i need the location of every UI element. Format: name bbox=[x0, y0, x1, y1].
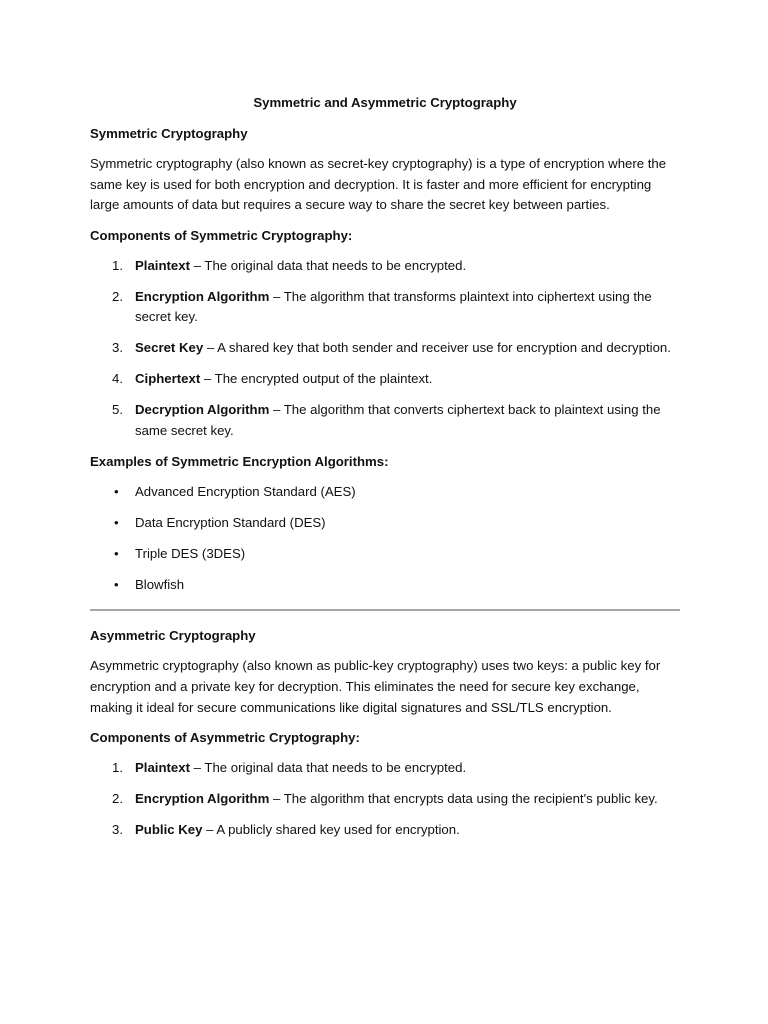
asymmetric-components-list bbox=[90, 758, 680, 841]
list-item bbox=[90, 758, 680, 779]
bullet-icon: • bbox=[114, 545, 119, 561]
document-body bbox=[90, 93, 680, 851]
term: Decryption Algorithm bbox=[135, 402, 270, 418]
list-item bbox=[90, 338, 680, 359]
term-description: – The encrypted output of the plaintext. bbox=[200, 371, 433, 387]
term: Secret Key bbox=[135, 340, 204, 356]
list-number: 5. bbox=[112, 402, 123, 418]
term-description: – A shared key that both sender and receiver use for encryption and decryption. bbox=[203, 340, 671, 356]
list-number: 4. bbox=[112, 371, 123, 387]
term-description: – The algorithm that encrypts data using the recipient's public key. bbox=[269, 791, 658, 807]
example-label: Data Encryption Standard (DES) bbox=[135, 514, 326, 530]
term-description: – The algorithm that transforms plaintext into ciphertext using the secret key. bbox=[135, 288, 652, 325]
document-title: Symmetric and Asymmetric Cryptography bbox=[253, 95, 517, 110]
term: Plaintext bbox=[135, 257, 190, 273]
term-description: – The original data that needs to be encrypted. bbox=[189, 760, 467, 776]
symmetric-examples-heading: Examples of Symmetric Encryption Algorithms: bbox=[90, 453, 389, 469]
symmetric-components-list bbox=[90, 256, 680, 442]
term: Encryption Algorithm bbox=[135, 288, 270, 304]
example-label: Triple DES (3DES) bbox=[135, 545, 246, 561]
term-description: – The original data that needs to be encrypted. bbox=[189, 257, 467, 273]
list-number: 1. bbox=[112, 257, 123, 273]
list-number: 1. bbox=[112, 760, 123, 776]
term-description: – A publicly shared key used for encryption. bbox=[202, 822, 460, 838]
symmetric-heading: Symmetric Cryptography bbox=[90, 126, 248, 141]
asymmetric-components-heading: Components of Asymmetric Cryptography: bbox=[90, 730, 360, 746]
list-number: 2. bbox=[112, 288, 123, 304]
example-label: Advanced Encryption Standard (AES) bbox=[135, 483, 356, 499]
example-label: Blowfish bbox=[135, 576, 185, 592]
list-item bbox=[90, 575, 680, 596]
section-divider bbox=[90, 609, 680, 611]
asymmetric-intro: Asymmetric cryptography (also known as public-key cryptography) uses two keys: a public key for encryption and a private key for decryption. This eliminates the need for secure key exchange, making it ideal for secure communications like digital signatures and SSL/TLS encryption. bbox=[90, 658, 661, 715]
list-item bbox=[90, 400, 680, 441]
term: Public Key bbox=[135, 822, 203, 838]
list-item bbox=[90, 482, 680, 503]
term: Plaintext bbox=[135, 760, 190, 776]
symmetric-intro: Symmetric cryptography (also known as secret-key cryptography) is a type of encryption where the same key is used for both encryption and decryption. It is faster and more efficient for encrypting large amounts of data but requires a secure way to share the secret key between parties. bbox=[90, 156, 667, 213]
list-item bbox=[90, 513, 680, 534]
list-item bbox=[90, 789, 680, 810]
list-item bbox=[90, 256, 680, 277]
list-number: 2. bbox=[112, 791, 123, 807]
list-item bbox=[90, 287, 680, 328]
symmetric-examples-list bbox=[90, 482, 680, 596]
list-number: 3. bbox=[112, 340, 123, 356]
asymmetric-heading: Asymmetric Cryptography bbox=[90, 628, 256, 644]
list-item bbox=[90, 820, 680, 841]
list-item bbox=[90, 369, 680, 390]
bullet-icon: • bbox=[114, 483, 119, 499]
list-item bbox=[90, 544, 680, 565]
term: Ciphertext bbox=[135, 371, 201, 387]
bullet-icon: • bbox=[114, 514, 119, 530]
bullet-icon: • bbox=[114, 576, 119, 592]
list-number: 3. bbox=[112, 822, 123, 838]
symmetric-components-heading: Components of Symmetric Cryptography: bbox=[90, 227, 353, 243]
term: Encryption Algorithm bbox=[135, 791, 270, 807]
term-description: – The algorithm that converts ciphertext back to plaintext using the same secret key. bbox=[135, 402, 661, 438]
